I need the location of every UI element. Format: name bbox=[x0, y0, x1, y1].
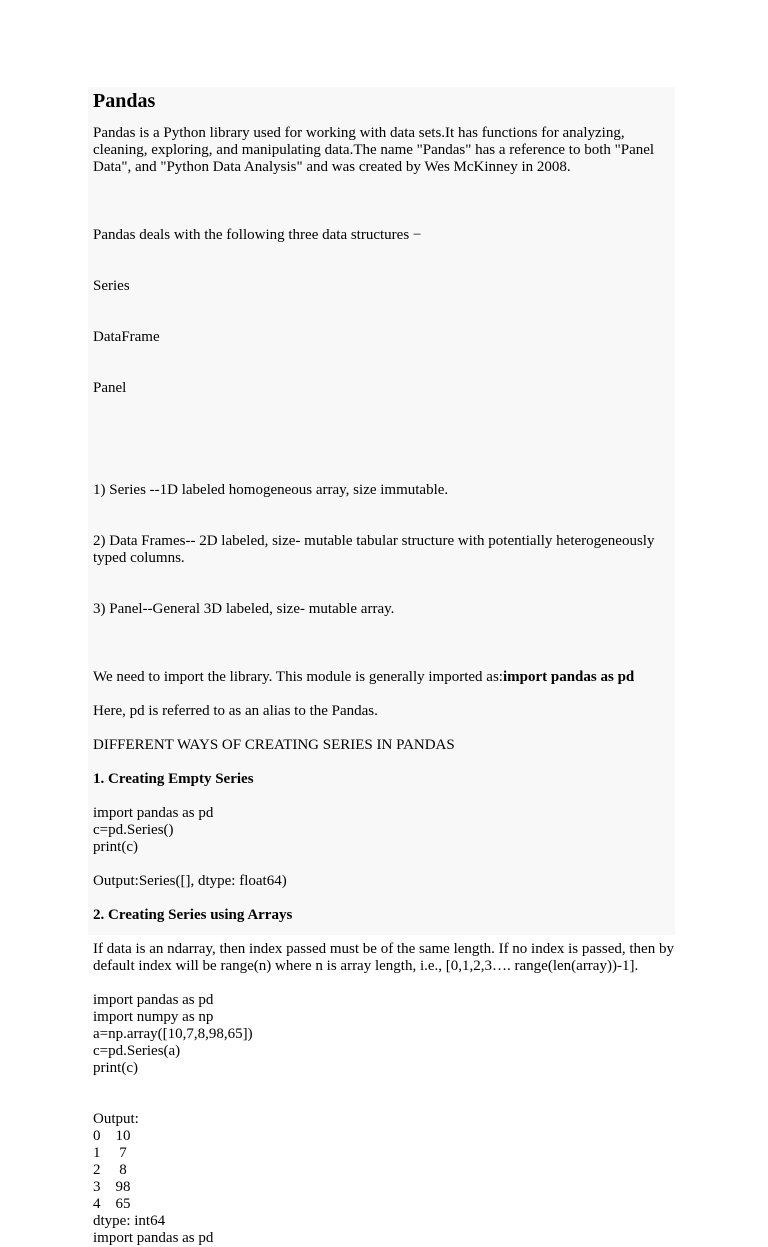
structure-detail-dataframe: 2) Data Frames-- 2D labeled, size- mutable tabular structure with potentially heterogeneously typed columns. bbox=[93, 533, 659, 566]
alias-paragraph: Here, pd is referred to as an alias to the Pandas. bbox=[93, 703, 378, 719]
empty-series-output: Output:Series([], dtype: float64) bbox=[93, 873, 287, 889]
trailing-code-line: import pandas as pd bbox=[93, 1230, 214, 1246]
structures-intro: Pandas deals with the following three data structures − bbox=[93, 227, 422, 243]
document-content bbox=[93, 89, 677, 1247]
empty-series-code bbox=[93, 805, 677, 856]
output-row: 3 98 bbox=[93, 1179, 131, 1195]
code-line: import pandas as pd bbox=[93, 992, 214, 1008]
structure-detail-panel: 3) Panel--General 3D labeled, size- mutable array. bbox=[93, 601, 395, 617]
output-label: Output: bbox=[93, 1111, 139, 1127]
import-paragraph bbox=[93, 669, 677, 686]
array-series-output bbox=[93, 1111, 677, 1247]
structure-details-block bbox=[93, 448, 677, 652]
structures-block bbox=[93, 193, 677, 431]
empty-series-heading: 1. Creating Empty Series bbox=[93, 771, 254, 787]
import-text: We need to import the library. This module is generally imported as: bbox=[93, 669, 503, 685]
output-row: 2 8 bbox=[93, 1162, 127, 1178]
code-line: print(c) bbox=[93, 1060, 138, 1076]
import-statement: import pandas as pd bbox=[502, 669, 635, 685]
code-line: a=np.array([10,7,8,98,65]) bbox=[93, 1026, 253, 1042]
structure-item-series: Series bbox=[93, 278, 130, 294]
structure-detail-series: 1) Series --1D labeled homogeneous array, size immutable. bbox=[93, 482, 449, 498]
structure-item-panel: Panel bbox=[93, 380, 127, 396]
code-line: import pandas as pd bbox=[93, 805, 214, 821]
code-line: print(c) bbox=[93, 839, 138, 855]
array-series-description: If data is an ndarray, then index passed must be of the same length. If no index is passed, then by default index will be range(n) where n is array length, i.e., [0,1,2,3…. range(len(array))-1]. bbox=[93, 941, 678, 974]
code-line: c=pd.Series() bbox=[93, 822, 174, 838]
output-row: 0 10 bbox=[93, 1128, 131, 1144]
array-series-heading: 2. Creating Series using Arrays bbox=[93, 907, 293, 923]
section-heading: DIFFERENT WAYS OF CREATING SERIES IN PANDAS bbox=[93, 737, 455, 753]
output-row: 4 65 bbox=[93, 1196, 131, 1212]
code-line: import numpy as np bbox=[93, 1009, 214, 1025]
code-line: c=pd.Series(a) bbox=[93, 1043, 181, 1059]
array-series-code bbox=[93, 992, 677, 1077]
intro-paragraph: Pandas is a Python library used for working with data sets.It has functions for analyzing, cleaning, exploring, and manipulating data.The name "Pandas" has a reference to both "Panel Data", and "Python Data Analysis" and was created by Wes McKinney in 2008. bbox=[93, 125, 658, 175]
output-row: 1 7 bbox=[93, 1145, 127, 1161]
structure-item-dataframe: DataFrame bbox=[93, 329, 160, 345]
output-dtype: dtype: int64 bbox=[93, 1213, 166, 1229]
document-title: Pandas bbox=[93, 90, 156, 112]
spacer bbox=[93, 1094, 677, 1111]
